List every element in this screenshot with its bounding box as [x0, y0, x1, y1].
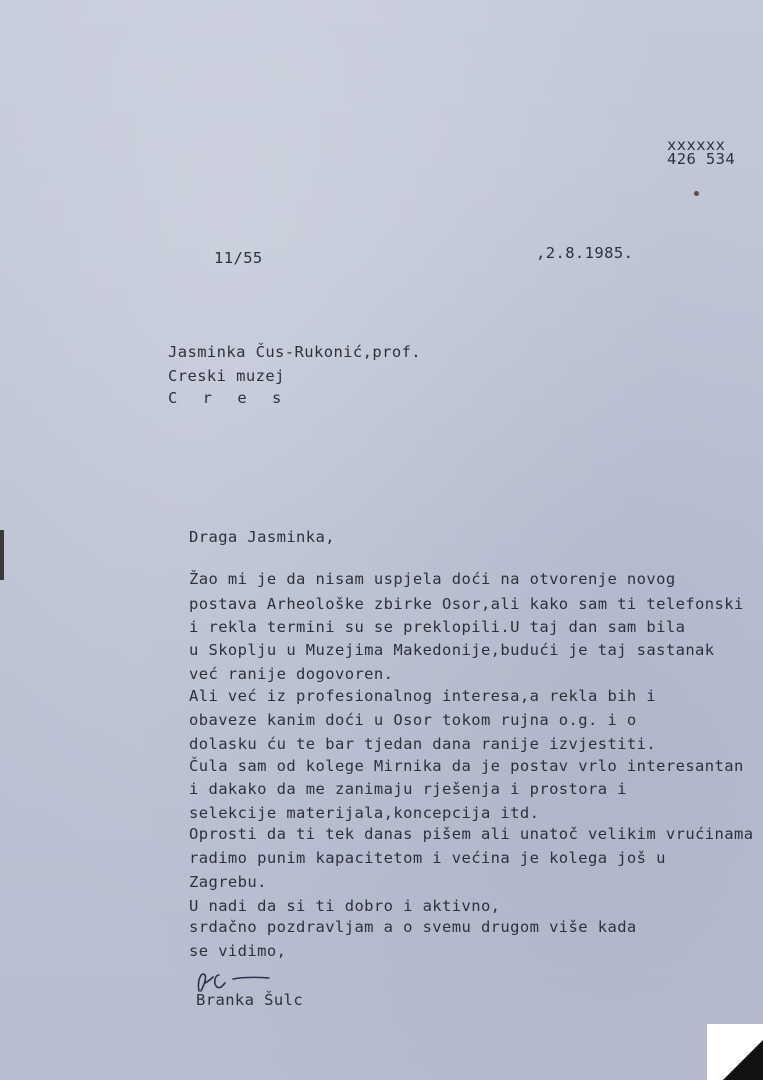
body-line: Oprosti da ti tek danas pišem ali unatoč velikim vrućinama — [189, 825, 754, 843]
scan-edge-mark — [0, 530, 4, 580]
recipient-institution: Creski muzej — [168, 367, 285, 385]
body-line: Zagrebu. — [189, 873, 267, 891]
body-line: obaveze kanim doći u Osor tokom rujna o.g. i o — [189, 711, 637, 729]
body-line: srdačno pozdravljam a o svemu drugom više kada — [189, 918, 637, 936]
body-line: radimo punim kapacitetom i većina je kolega još u — [189, 849, 666, 867]
body-line: postava Arheološke zbirke Osor,ali kako sam ti telefonski — [189, 595, 744, 613]
body-line: i dakako da me zanimaju rješenja i prostora i — [189, 780, 627, 798]
reference-number: 426 534 — [667, 150, 736, 168]
body-line: Čula sam od kolege Mirnika da je postav vrlo interesantan — [189, 757, 744, 775]
ink-dot — [694, 191, 699, 196]
body-line: Žao mi je da nisam uspjela doći na otvorenje novog — [189, 570, 676, 588]
file-number: 11/55 — [214, 249, 263, 267]
folded-corner — [723, 1040, 763, 1080]
body-line: već ranije dogovoren. — [189, 665, 394, 683]
reference-code: xxxxxx — [667, 136, 726, 154]
letter-date: ,2.8.1985. — [536, 244, 634, 262]
body-line: selekcije materijala,koncepcija itd. — [189, 804, 540, 822]
body-line: u Skoplju u Muzejima Makedonije,budući je taj sastanak — [189, 641, 715, 659]
body-line: i rekla termini su se preklopili.U taj dan sam bila — [189, 618, 686, 636]
signature-name: Branka Šulc — [196, 991, 304, 1009]
body-line: dolasku ću te bar tjedan dana ranije izvjestiti. — [189, 735, 657, 753]
body-line: Ali već iz profesionalnog interesa,a rekla bih i — [189, 687, 657, 705]
body-line: se vidimo, — [189, 942, 287, 960]
recipient-name: Jasminka Čus-Rukonić,prof. — [168, 343, 422, 361]
body-line: U nadi da si ti dobro i aktivno, — [189, 897, 501, 915]
greeting: Draga Jasminka, — [189, 528, 335, 546]
recipient-city: C r e s — [168, 389, 290, 407]
